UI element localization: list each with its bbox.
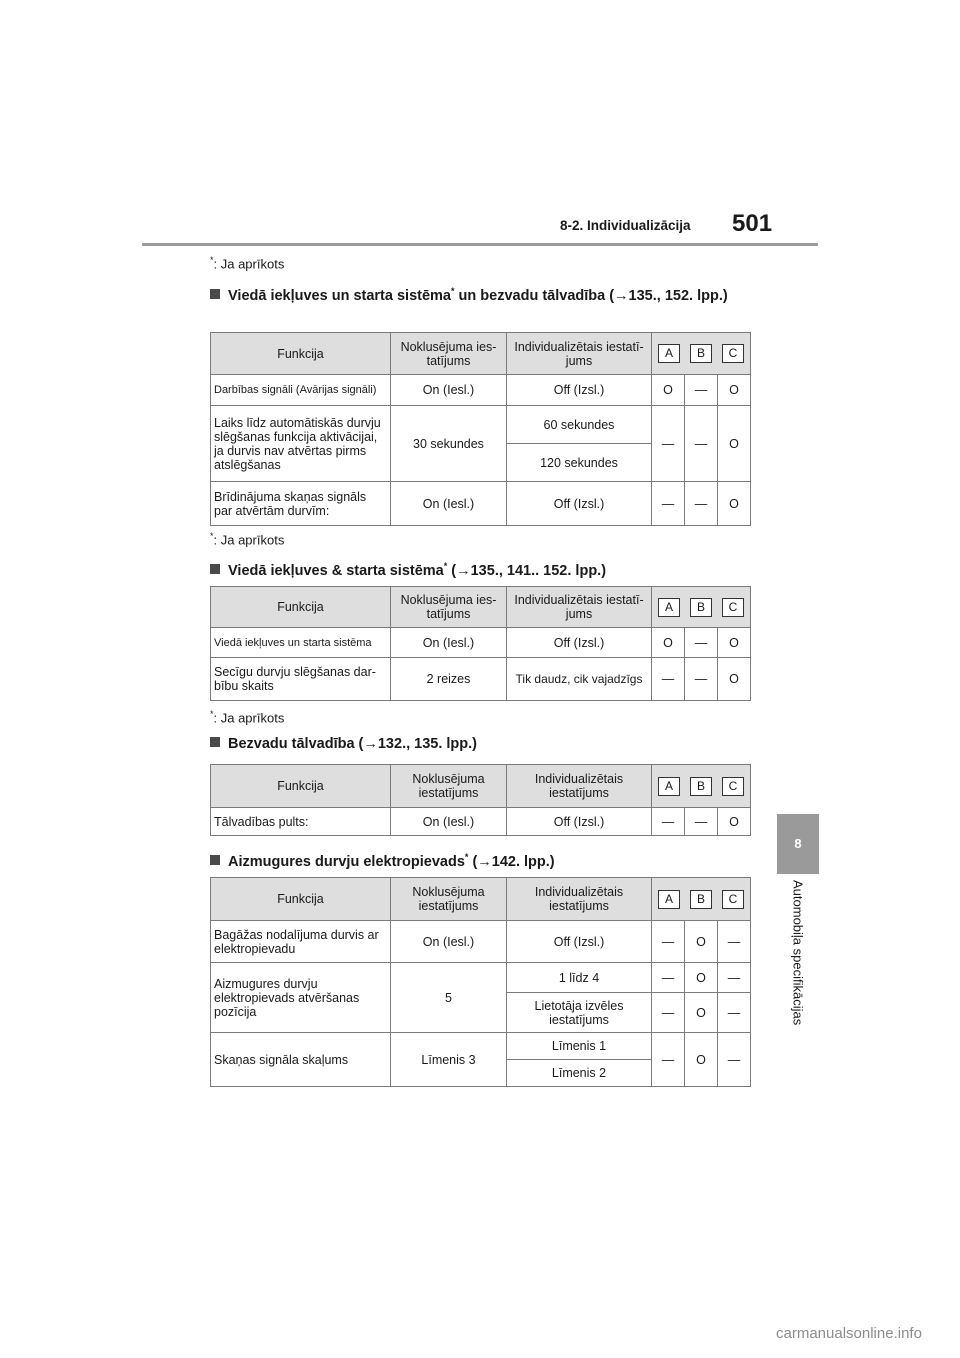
cell-default: On (Iesl.) [391,482,507,526]
asterisk-mark: * [451,286,455,296]
col-default: Noklusējuma iestatījums [391,878,507,921]
footnote [210,255,284,271]
settings-table-3 [210,764,751,836]
page-number: 501 [732,210,773,237]
box-a: A [658,598,680,617]
cell-c: O [718,482,751,526]
header-rule [142,243,818,246]
cell-a: — [652,921,685,963]
table-row [211,628,751,658]
cell-b: — [685,808,718,836]
square-bullet-icon [210,289,220,299]
cell-default: On (Iesl.) [391,375,507,406]
cell-custom: Tik daudz, cik vajadzīgs [507,658,652,701]
col-function: Funkcija [211,587,391,628]
col-default: Noklusējuma iestatījums [391,765,507,808]
cell-function: Bagāžas nodalījuma durvis ar elektropievadu [211,921,391,963]
box-b: B [690,777,712,796]
cell-c: O [718,808,751,836]
section-heading-text: Bezvadu tālvadība (→132., 135. lpp.) [228,736,477,752]
cell-default: On (Iesl.) [391,921,507,963]
table-row [211,808,751,836]
section-heading-text: Viedā iekļuves un starta sistēma [228,287,451,304]
cell-a: O [652,628,685,658]
table-row [211,406,751,444]
box-b: B [690,598,712,617]
cell-b: O [685,1033,718,1087]
cell-default: 30 sekundes [391,406,507,482]
col-default: Noklusējuma ies-tatījums [391,333,507,375]
box-a: A [658,890,680,909]
cell-b: O [685,963,718,993]
cell-function: Laiks līdz automātiskās durvju slēgšanas funkcija aktivācijai, ja durvis nav atvērtas pirms atslēgšanas [211,406,391,482]
cell-a: — [652,482,685,526]
col-custom: Individualizētais iestatī-jums [507,333,652,375]
cell-a: — [652,1033,685,1087]
cell-custom: Off (Izsl.) [507,921,652,963]
square-bullet-icon [210,737,220,747]
cell-c: O [718,658,751,701]
cell-b: — [685,482,718,526]
table-row [211,921,751,963]
cell-b: O [685,993,718,1033]
cell-custom: Off (Izsl.) [507,375,652,406]
col-custom: Individualizētais iestatījums [507,878,652,921]
table-header-row [211,765,751,808]
cell-custom: Līmenis 1 [507,1033,652,1060]
settings-table-2 [210,586,751,701]
chapter-label: Automobiļa specifikācijas [790,880,806,1026]
section-heading-1 [210,281,755,307]
cell-c: — [718,963,751,993]
cell-a: — [652,406,685,482]
section-heading-3 [210,734,755,755]
box-c: C [722,598,744,617]
footnote-text: : Ja aprīkots [213,256,285,272]
watermark: carmanualsonline.info [776,1325,922,1342]
chapter-label-wrap [775,880,821,1060]
col-abc [652,878,751,921]
cell-function: Brīdinājuma skaņas signāls par atvērtām durvīm: [211,482,391,526]
col-custom: Individualizētais iestatījums [507,765,652,808]
section-heading-text: Aizmugures durvju elektropievads [228,853,465,870]
section-heading-text: Viedā iekļuves & starta sistēma [228,562,444,579]
footnote-mark: * [210,709,214,719]
asterisk-mark: * [464,852,469,862]
settings-table-4 [210,877,751,1087]
cell-custom: 120 sekundes [507,444,652,482]
cell-function: Darbības signāli (Avārijas signāli) [211,375,391,406]
col-custom: Individualizētais iestatī-jums [507,587,652,628]
cell-a: — [652,808,685,836]
cell-c: — [718,993,751,1033]
box-b: B [690,890,712,909]
cell-b: — [685,658,718,701]
cell-function: Skaņas signāla skaļums [211,1033,391,1087]
box-c: C [722,344,744,363]
box-a: A [658,344,680,363]
cell-custom: 1 līdz 4 [507,963,652,993]
footnote [210,709,284,725]
table-row [211,1033,751,1060]
cell-c: O [718,375,751,406]
cell-c: — [718,1033,751,1087]
cell-default: 2 reizes [391,658,507,701]
cell-a: — [652,658,685,701]
footnote-text: : Ja aprīkots [213,710,285,726]
footnote-mark: * [210,255,214,265]
cell-a: — [652,963,685,993]
cell-b: O [685,921,718,963]
section-heading-4 [210,847,755,873]
footnote-mark: * [210,531,214,541]
section-heading-text-cont: (→142. lpp.) [468,853,555,870]
footnote-text: : Ja aprīkots [213,532,285,548]
col-function: Funkcija [211,878,391,921]
table-header-row [211,587,751,628]
col-function: Funkcija [211,333,391,375]
cell-custom: Lietotāja izvēles iestatījums [507,993,652,1033]
cell-c: O [718,406,751,482]
square-bullet-icon [210,855,220,865]
cell-b: — [685,406,718,482]
cell-default: On (Iesl.) [391,628,507,658]
table-row [211,963,751,993]
table-row [211,375,751,406]
section-title: 8-2. Individualizācija [560,218,691,233]
box-c: C [722,890,744,909]
cell-custom: Off (Izsl.) [507,628,652,658]
table-row [211,482,751,526]
cell-c: — [718,921,751,963]
col-default: Noklusējuma ies-tatījums [391,587,507,628]
cell-function: Aizmugures durvju elektropievads atvēršanas pozīcija [211,963,391,1033]
col-abc [652,765,751,808]
cell-b: — [685,375,718,406]
cell-custom: 60 sekundes [507,406,652,444]
cell-custom: Līmenis 2 [507,1060,652,1087]
col-abc [652,333,751,375]
col-function: Funkcija [211,765,391,808]
cell-function: Tālvadības pults: [211,808,391,836]
square-bullet-icon [210,564,220,574]
cell-c: O [718,628,751,658]
chapter-tab: 8 [777,814,819,874]
settings-table-1 [210,332,751,526]
cell-a: — [652,993,685,1033]
footnote [210,531,284,547]
cell-a: O [652,375,685,406]
table-header-row [211,333,751,375]
cell-default: Līmenis 3 [391,1033,507,1087]
cell-b: — [685,628,718,658]
cell-custom: Off (Izsl.) [507,808,652,836]
col-abc [652,587,751,628]
box-c: C [722,777,744,796]
asterisk-mark: * [443,561,448,571]
section-heading-text-cont: (→135., 141.. 152. lpp.) [447,562,607,579]
cell-function: Secīgu durvju slēgšanas dar-bību skaits [211,658,391,701]
cell-default: 5 [391,963,507,1033]
box-b: B [690,344,712,363]
cell-custom: Off (Izsl.) [507,482,652,526]
section-heading-text-cont: un bezvadu tālvadība (→135., 152. lpp.) [454,287,728,304]
section-heading-2 [210,556,755,582]
cell-default: On (Iesl.) [391,808,507,836]
table-row [211,658,751,701]
box-a: A [658,777,680,796]
cell-function: Viedā iekļuves un starta sistēma [211,628,391,658]
table-header-row [211,878,751,921]
